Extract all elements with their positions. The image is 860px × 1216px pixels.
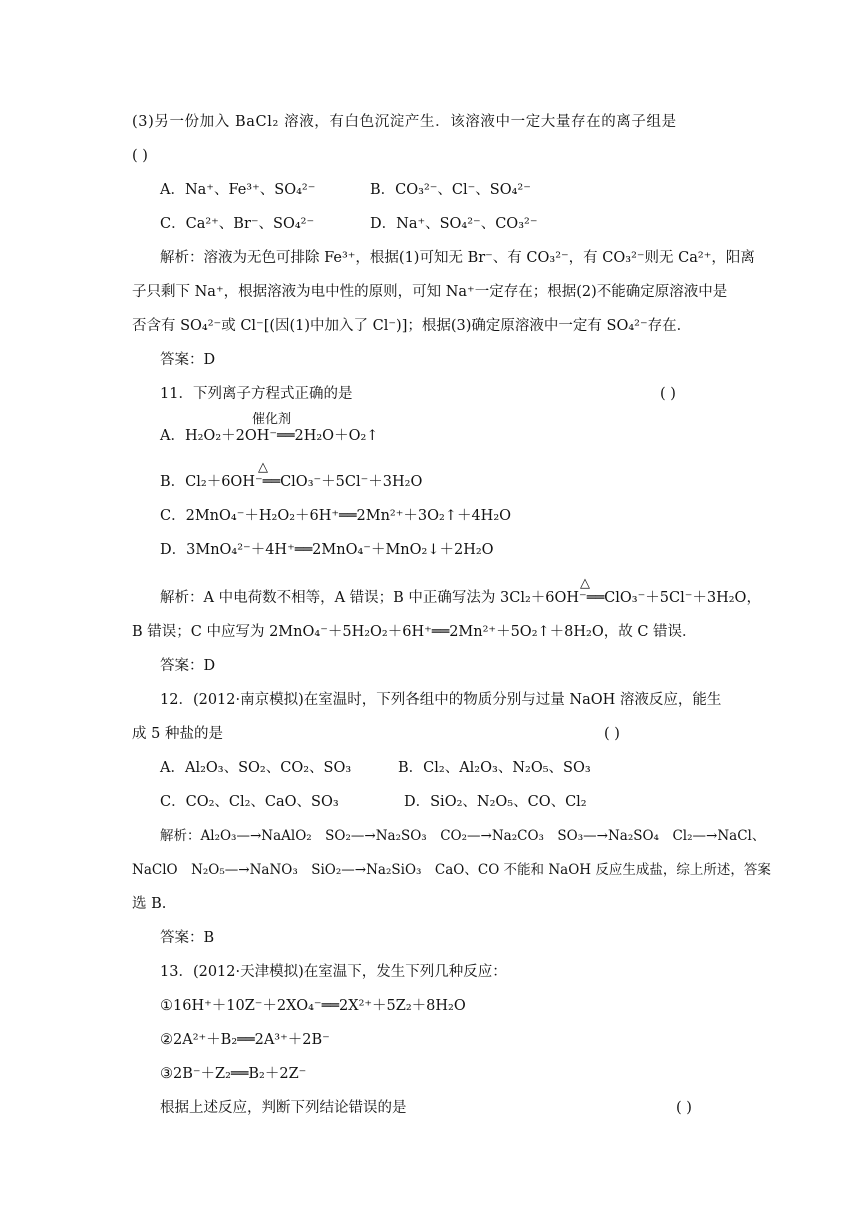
q12-option-b: B．Cl₂、Al₂O₃、N₂O₅、SO₃ — [398, 760, 591, 776]
q11-option-d: D．3MnO₄²⁻＋4H⁺══2MnO₄⁻＋MnO₂↓＋2H₂O — [160, 542, 494, 558]
q12-analysis-line: 选 B. — [132, 896, 167, 912]
q13-reaction-3: ③2B⁻＋Z₂══B₂＋2Z⁻ — [160, 1066, 307, 1082]
q10-analysis-line: 解析：溶液为无色可排除 Fe³⁺，根据(1)可知无 Br⁻、有 CO₃²⁻，有 CO₃²⁻则无 Ca²⁺，阳离 — [160, 250, 755, 266]
q10-option-b: B．CO₃²⁻、Cl⁻、SO₄²⁻ — [370, 182, 531, 198]
q10-answer-blank: ( ) — [132, 148, 148, 164]
q12-analysis-line: NaClO N₂O₅—→NaNO₃ SiO₂—→Na₂SiO₃ CaO、CO 不能和 NaOH 反应生成盐，综上所述，答案 — [132, 862, 771, 878]
q13-stem: 13．(2012·天津模拟)在室温下，发生下列几种反应： — [160, 964, 507, 980]
q10-analysis-line: 子只剩下 Na⁺，根据溶液为电中性的原则，可知 Na⁺一定存在；根据(2)不能确定原溶液中是 — [132, 284, 728, 300]
q10-answer: 答案：D — [160, 352, 216, 368]
q11-option-b-condition: △ — [258, 460, 268, 475]
q11-option-b: B．Cl₂＋6OH⁻══ClO₃⁻＋5Cl⁻＋3H₂O — [160, 474, 423, 490]
q10-stem-line: (3)另一份加入 BaCl₂ 溶液，有白色沉淀产生．该溶液中一定大量存在的离子组是 — [132, 114, 677, 130]
q12-stem-line: 成 5 种盐的是 — [132, 726, 223, 742]
q13-reaction-1: ①16H⁺＋10Z⁻＋2XO₄⁻══2X²⁺＋5Z₂＋8H₂O — [160, 998, 466, 1014]
q10-analysis-line: 否含有 SO₄²⁻或 Cl⁻[(因(1)中加入了 Cl⁻)]；根据(3)确定原溶液中一定有 SO₄²⁻存在． — [132, 318, 692, 334]
q12-analysis-line: 解析：Al₂O₃—→NaAlO₂ SO₂—→Na₂SO₃ CO₂—→Na₂CO₃ SO₃—→Na₂SO₄ Cl₂—→NaCl、 — [160, 828, 766, 844]
q11-answer: 答案：D — [160, 658, 216, 674]
q11-option-c: C．2MnO₄⁻＋H₂O₂＋6H⁺══2Mn²⁺＋3O₂↑＋4H₂O — [160, 508, 512, 524]
q13-reaction-2: ②2A²⁺＋B₂══2A³⁺＋2B⁻ — [160, 1032, 330, 1048]
q11-option-a-condition: 催化剂 — [252, 412, 292, 427]
q12-option-d: D．SiO₂、N₂O₅、CO、Cl₂ — [404, 794, 587, 810]
q11-analysis-condition: △ — [580, 576, 590, 591]
q10-option-c: C．Ca²⁺、Br⁻、SO₄²⁻ — [160, 216, 315, 232]
q11-option-a: A．H₂O₂＋2OH⁻══2H₂O＋O₂↑ — [160, 428, 379, 444]
q11-analysis-line: 解析：A 中电荷数不相等，A 错误；B 中正确写法为 3Cl₂＋6OH⁻══ClO₃⁻＋5Cl⁻＋3H₂O， — [160, 590, 761, 606]
q12-option-c: C．CO₂、Cl₂、CaO、SO₃ — [160, 794, 339, 810]
q12-option-a: A．Al₂O₃、SO₂、CO₂、SO₃ — [160, 760, 352, 776]
q13-answer-blank: ( ) — [676, 1100, 692, 1116]
q11-analysis-line: B 错误；C 中应写为 2MnO₄⁻＋5H₂O₂＋6H⁺══2Mn²⁺＋5O₂↑＋8H₂O，故 C 错误． — [132, 624, 697, 640]
q12-answer-blank: ( ) — [604, 726, 620, 742]
q13-question: 根据上述反应，判断下列结论错误的是 — [160, 1100, 407, 1116]
q10-option-d: D．Na⁺、SO₄²⁻、CO₃²⁻ — [370, 216, 538, 232]
q11-answer-blank: ( ) — [660, 386, 676, 402]
q11-stem: 11．下列离子方程式正确的是 — [160, 386, 353, 402]
q12-answer: 答案：B — [160, 930, 215, 946]
q10-option-a: A．Na⁺、Fe³⁺、SO₄²⁻ — [160, 182, 316, 198]
q12-stem-line: 12．(2012·南京模拟)在室温时，下列各组中的物质分别与过量 NaOH 溶液反应，能生 — [160, 692, 722, 708]
